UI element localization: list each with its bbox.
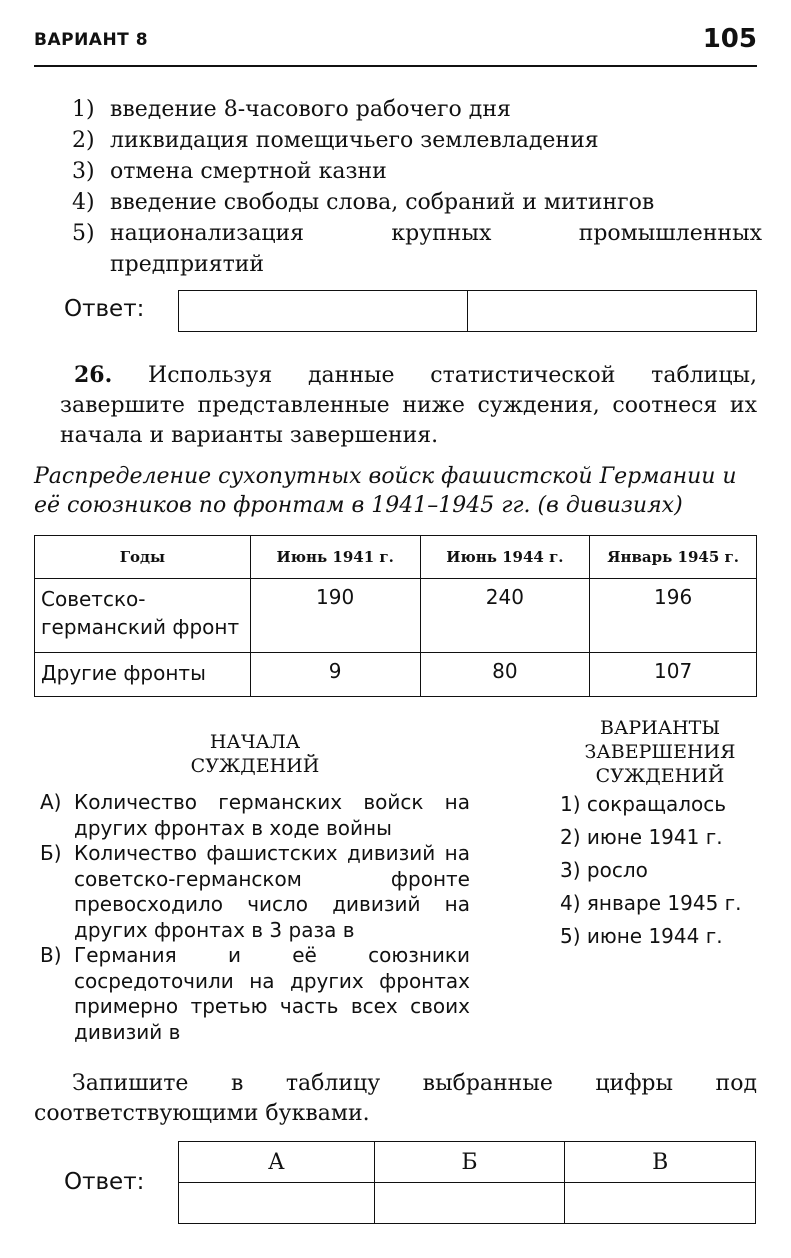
table-row — [35, 653, 757, 697]
col-header: Годы — [35, 536, 251, 579]
answer-letter: В — [565, 1142, 756, 1183]
endings-heading: ВАРИАНТЫ ЗАВЕРШЕНИЯ СУЖДЕНИЙ — [584, 717, 736, 787]
stats-table — [34, 535, 757, 697]
list-item: 4) январе 1945 г. — [560, 891, 742, 915]
option-item: 5) национализация крупных промышленных предприятий — [72, 221, 762, 277]
page-number: 105 — [702, 24, 757, 54]
answer-letter: А — [179, 1142, 375, 1183]
table-caption: Распределение сухопутных войск фашистской Германии и её союзников по фронтам в 1941–1945 гг. (в дивизиях) — [34, 464, 737, 518]
row-label: Советско-германский фронт — [35, 579, 251, 653]
table-header-row — [35, 536, 757, 579]
option-item: 3) отмена смертной казни — [72, 159, 387, 184]
list-item: 5) июне 1944 г. — [560, 924, 723, 948]
answer-cell[interactable] — [374, 1183, 565, 1224]
answer-cell[interactable] — [565, 1183, 756, 1224]
variant-title: ВАРИАНТ 8 — [34, 30, 149, 50]
list-item: 3) росло — [560, 858, 648, 882]
task-26 — [60, 360, 757, 451]
table-cell: 190 — [250, 579, 420, 653]
endings-list — [560, 792, 742, 957]
table-cell: 196 — [590, 579, 757, 653]
instruction: Запишите в таблицу выбранные цифры под соответствующими буквами. — [34, 1071, 757, 1126]
col-header: Январь 1945 г. — [590, 536, 757, 579]
starts-heading: НАЧАЛА СУЖДЕНИЙ — [190, 731, 320, 777]
answer-table — [178, 1141, 756, 1224]
table-cell: 240 — [420, 579, 590, 653]
answer-cell[interactable] — [179, 291, 468, 331]
col-header: Июнь 1941 г. — [250, 536, 420, 579]
starts-list — [40, 790, 470, 1045]
options-list — [72, 94, 762, 280]
row-label: Другие фронты — [35, 653, 251, 697]
list-item: В) Германия и её союзники сосредоточили на других фронтах примерно третью часть всех своих дивизий в — [40, 943, 470, 1044]
list-item: 1) сокращалось — [560, 792, 727, 816]
task-number: 26. — [74, 362, 113, 388]
answer-letter: Б — [374, 1142, 565, 1183]
answer-box-1[interactable] — [178, 290, 757, 332]
table-cell: 80 — [420, 653, 590, 697]
header-rule — [34, 65, 757, 67]
list-item: Б) Количество фашистских дивизий на советско-германском фронте превосходило число дивизий на других фронтах в 3 раза в — [40, 841, 470, 942]
option-item: 4) введение свободы слова, собраний и митингов — [72, 190, 655, 215]
task-text: Используя данные статистической таблицы, завершите представленные ниже суждения, соотнеся их начала и варианты завершения. — [60, 363, 757, 448]
option-item: 2) ликвидация помещичьего землевладения — [72, 128, 599, 153]
answer-cell[interactable] — [179, 1183, 375, 1224]
table-cell: 107 — [590, 653, 757, 697]
list-item: А) Количество германских войск на других фронтах в ходе войны — [40, 790, 470, 840]
option-item: 1) введение 8-часового рабочего дня — [72, 97, 511, 122]
col-header: Июнь 1944 г. — [420, 536, 590, 579]
answer-cell[interactable] — [468, 291, 756, 331]
table-cell: 9 — [250, 653, 420, 697]
answer-label-2: Ответ: — [64, 1169, 145, 1195]
table-row — [35, 579, 757, 653]
list-item: 2) июне 1941 г. — [560, 825, 723, 849]
answer-label-1: Ответ: — [64, 296, 145, 322]
